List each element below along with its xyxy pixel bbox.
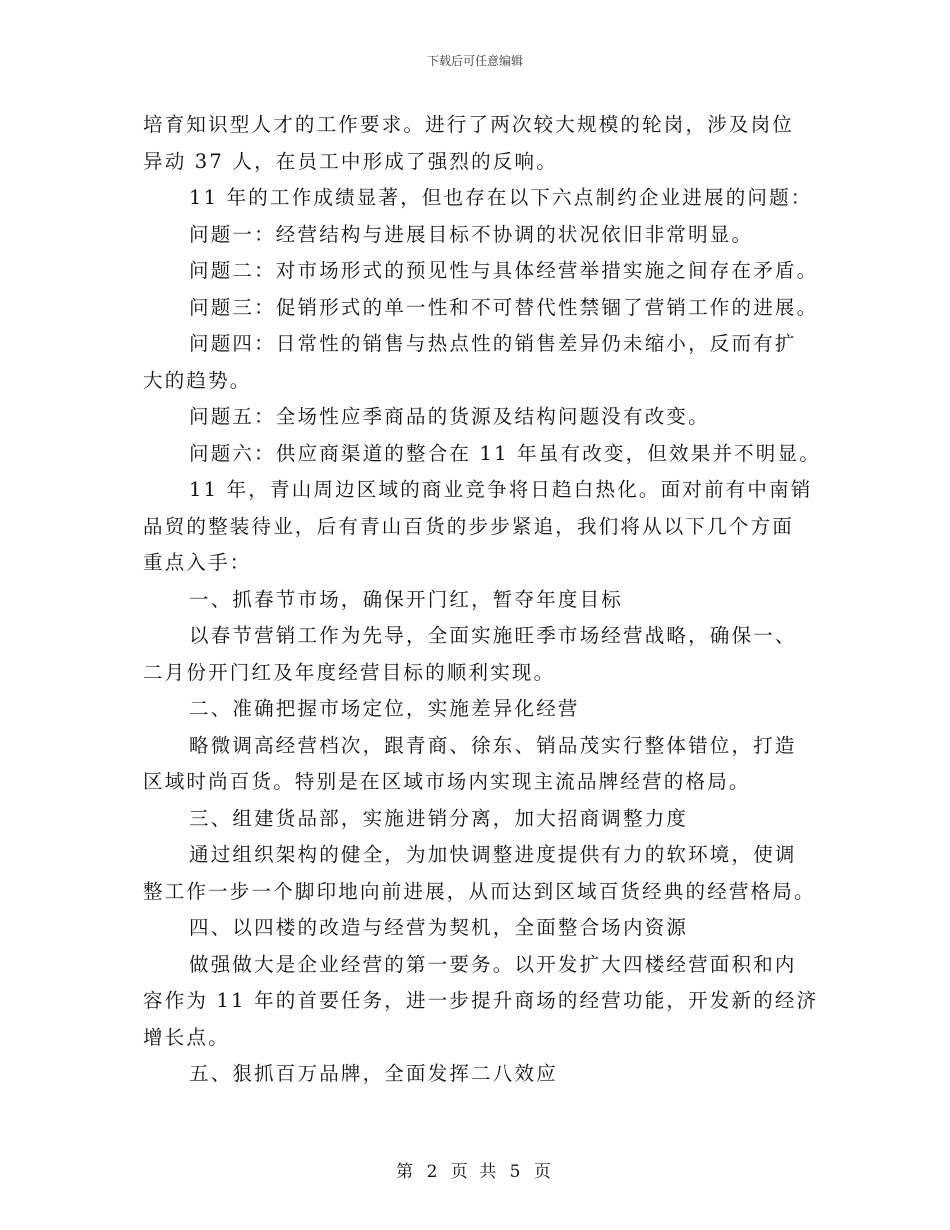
- footer-prefix: 第: [396, 1162, 417, 1182]
- text-line: 品贸的整装待业，后有青山百货的步步紧追，我们将从以下几个方面: [143, 514, 795, 538]
- footer-middle: 页 共: [450, 1162, 500, 1182]
- footer-total-pages: 5: [509, 1162, 524, 1182]
- text-line: 四、以四楼的改造与经营为契机，全面整合场内资源: [189, 916, 689, 939]
- text-line: 容作为 11 年的首要任务，进一步提升商场的经营功能，开发新的经济: [143, 989, 819, 1012]
- text-line: 通过组织架构的健全，为加快调整进度提供有力的软环境，使调: [189, 843, 797, 866]
- text-line: 略微调高经营档次，跟青商、徐东、销品茂实行整体错位，打造: [189, 733, 797, 757]
- text-line: 问题四：日常性的销售与热点性的销售差异仍未缩小，反而有扩: [189, 332, 797, 355]
- footer-page-number: 2: [426, 1162, 441, 1182]
- text-line: 问题一：经营结构与进展目标不协调的状况依旧非常明显。: [189, 222, 754, 246]
- text-line: 三、组建货品部，实施进销分离，加大招商调整力度: [189, 806, 689, 830]
- text-line: 二月份开门红及年度经营目标的顺利实现。: [143, 660, 556, 684]
- text-line: 区域时尚百货。特别是在区域市场内实现主流品牌经营的格局。: [143, 770, 751, 793]
- page-footer: [0, 1157, 950, 1182]
- text-line: 大的趋势。: [143, 368, 252, 392]
- text-line: 异动 37 人，在员工中形成了强烈的反响。: [143, 149, 558, 173]
- document-body: [143, 107, 821, 1093]
- text-line: 增长点。: [143, 1025, 230, 1049]
- text-line: 一、抓春节市场，确保开门红，暂夺年度目标: [189, 587, 624, 611]
- text-line: 以春节营销工作为先导，全面实施旺季市场经营战略，确保一、: [189, 624, 797, 647]
- text-line: 11 年的工作成绩显著，但也存在以下六点制约企业进展的问题：: [189, 186, 813, 209]
- footer-suffix: 页: [533, 1162, 554, 1182]
- text-line: 五、狠抓百万品牌，全面发挥二八效应: [189, 1062, 558, 1085]
- text-line: 重点入手：: [143, 551, 252, 574]
- text-line: 11 年，青山周边区域的商业竞争将日趋白热化。面对前有中南销: [189, 478, 813, 501]
- text-line: 问题二：对市场形式的预见性与具体经营举措实施之间存在矛盾。: [189, 259, 819, 282]
- text-line: 二、准确把握市场定位，实施差异化经营: [189, 697, 580, 720]
- text-line: 培育知识型人才的工作要求。进行了两次较大规模的轮岗，涉及岗位: [143, 113, 795, 136]
- text-line: 做强做大是企业经营的第一要务。以开发扩大四楼经营面积和内: [189, 952, 797, 976]
- text-line: 问题三：促销形式的单一性和不可替代性禁锢了营销工作的进展。: [189, 295, 819, 319]
- text-line: 整工作一步一个脚印地向前进展，从而达到区域百货经典的经营格局。: [143, 879, 816, 903]
- page-header: 下载后可任意编辑: [426, 54, 523, 68]
- text-line: 问题五：全场性应季商品的货源及结构问题没有改变。: [189, 405, 710, 428]
- text-line: 问题六：供应商渠道的整合在 11 年虽有改变，但效果并不明显。: [189, 441, 821, 465]
